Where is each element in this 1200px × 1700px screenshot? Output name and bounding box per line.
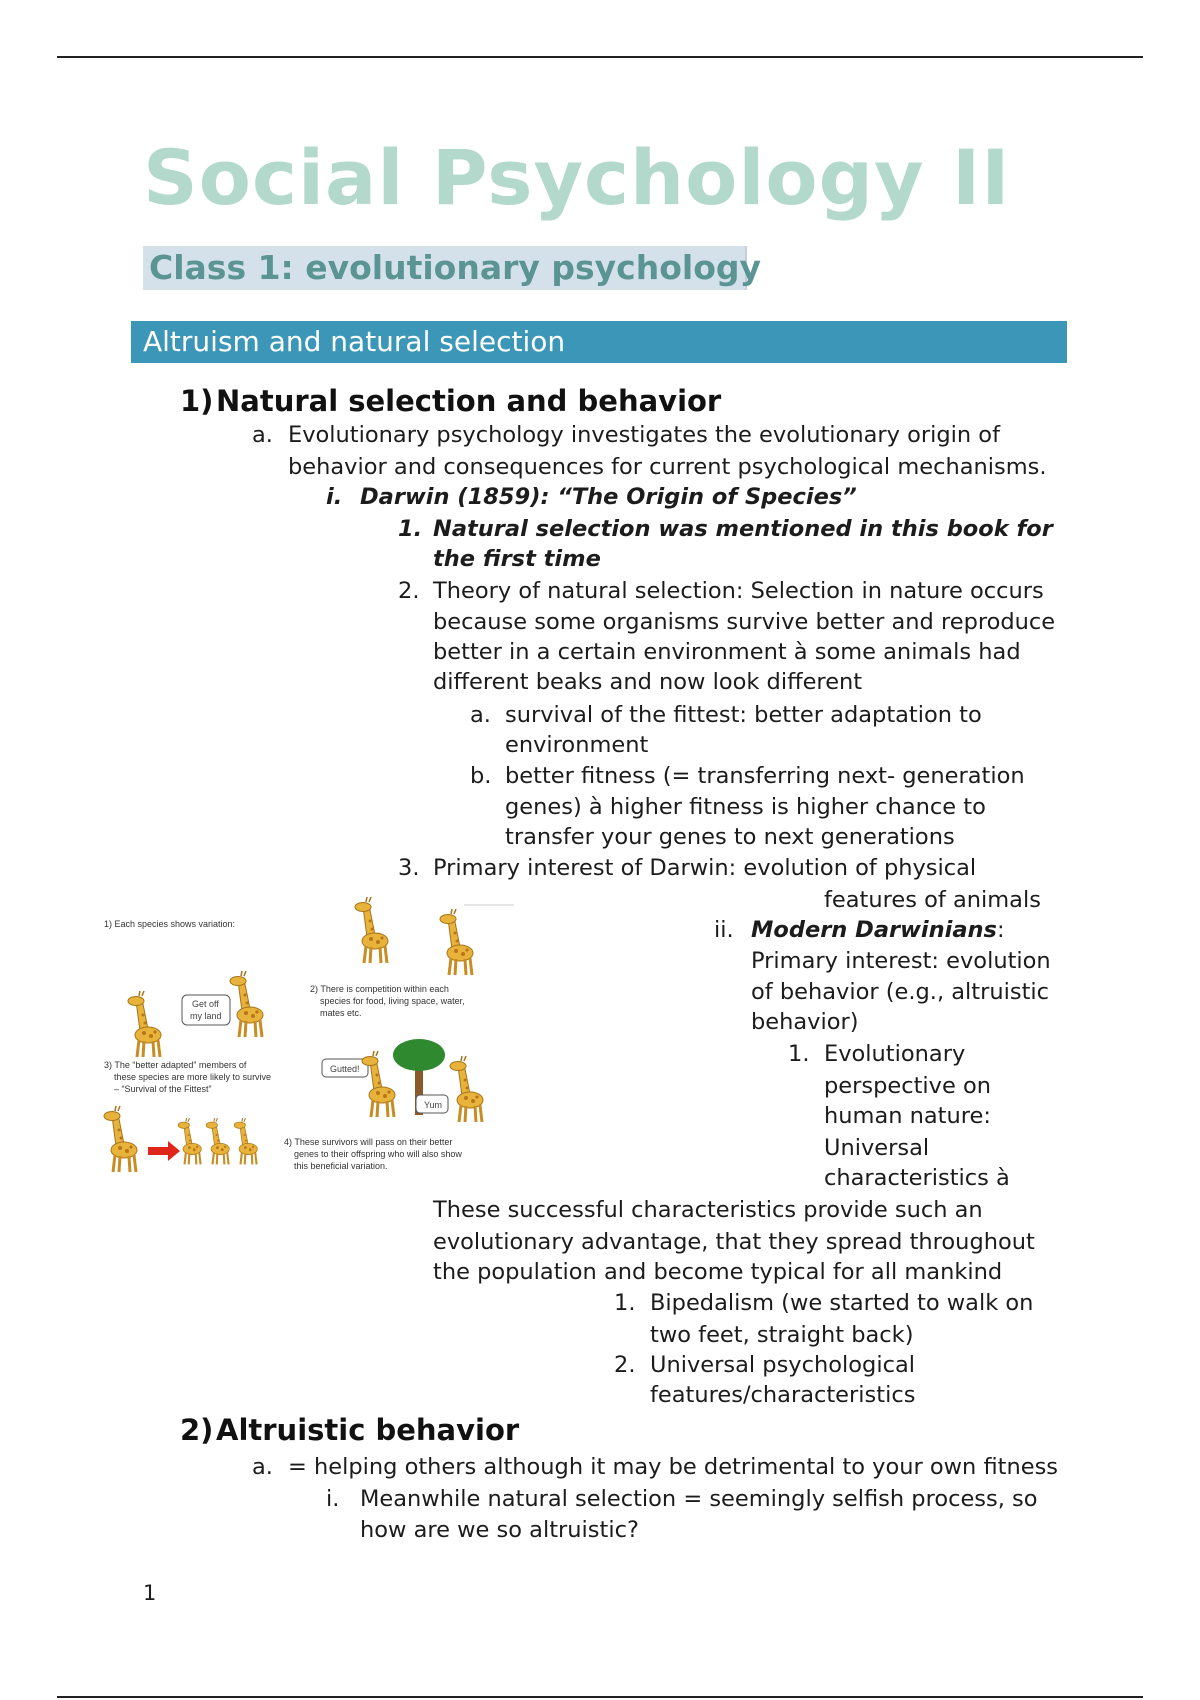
paragraph-line: human nature: bbox=[824, 1103, 991, 1129]
giraffe-icon bbox=[450, 1056, 483, 1122]
paragraph-line: Universal psychological bbox=[650, 1352, 915, 1378]
paragraph-line: These successful characteristics provide such an bbox=[433, 1197, 983, 1223]
list-label: 2. bbox=[398, 578, 420, 604]
bottom-rule bbox=[57, 1696, 1143, 1698]
list-label: 2. bbox=[614, 1352, 636, 1378]
list-label: b. bbox=[470, 763, 492, 789]
section-heading: Altruism and natural selection bbox=[131, 321, 1067, 363]
modern-darwinians-term: Modern Darwinians bbox=[751, 917, 997, 943]
paragraph-line: better in a certain environment à some animals had bbox=[433, 639, 1021, 665]
giraffe-icon bbox=[104, 1106, 137, 1172]
paragraph-line: perspective on bbox=[824, 1073, 992, 1099]
paragraph-line: Darwin (1859): “The Origin of Species” bbox=[360, 484, 857, 510]
step3-caption: 3) The “better adapted” members of bbox=[104, 1060, 247, 1070]
giraffe-icon bbox=[362, 1051, 395, 1117]
paragraph-line: how are we so altruistic? bbox=[360, 1517, 639, 1543]
document-title: Social Psychology II bbox=[143, 133, 1011, 222]
giraffe-icon bbox=[178, 1118, 201, 1164]
list-label: a. bbox=[470, 702, 491, 728]
giraffe-icon bbox=[234, 1118, 257, 1164]
paragraph-line: = helping others although it may be detrimental to your own fitness bbox=[288, 1454, 1059, 1480]
paragraph-line: survival of the fittest: better adaptation to bbox=[505, 702, 982, 728]
paragraph-line: Bipedalism (we started to walk on bbox=[650, 1290, 1034, 1316]
step3-caption: these species are more likely to survive bbox=[114, 1072, 272, 1082]
giraffe-icon bbox=[355, 897, 388, 963]
paragraph-line: the population and become typical for all mankind bbox=[433, 1259, 1003, 1285]
step1-caption: 1) Each species shows variation: bbox=[104, 919, 236, 929]
paragraph-line: Meanwhile natural selection = seemingly selfish process, so bbox=[360, 1486, 1038, 1512]
step4-caption: genes to their offspring who will also show bbox=[294, 1149, 462, 1159]
list-label: i. bbox=[326, 484, 343, 510]
speech-bubble-text: Gutted! bbox=[330, 1064, 360, 1074]
paragraph-line: Evolutionary bbox=[824, 1041, 966, 1067]
speech-bubble-text: my land bbox=[190, 1011, 222, 1021]
part1-number: 1) bbox=[180, 384, 214, 418]
paragraph-line: Natural selection was mentioned in this book for bbox=[433, 516, 1053, 542]
paragraph-line: of behavior (e.g., altruistic bbox=[751, 979, 1050, 1005]
list-label: a. bbox=[252, 422, 273, 448]
paragraph-line: different beaks and now look different bbox=[433, 669, 863, 695]
paragraph-line: Universal bbox=[824, 1135, 930, 1161]
paragraph-line: environment bbox=[505, 732, 649, 758]
paragraph-line: two feet, straight back) bbox=[650, 1322, 914, 1348]
tree-icon bbox=[393, 1039, 445, 1071]
list-label: 1. bbox=[398, 516, 423, 542]
giraffe-icon bbox=[440, 909, 473, 975]
natural-selection-illustration bbox=[94, 895, 524, 1195]
paragraph-line: features/characteristics bbox=[650, 1382, 916, 1408]
step4-caption: this beneficial variation. bbox=[294, 1161, 388, 1171]
paragraph-line: characteristics à bbox=[824, 1165, 1010, 1191]
list-label: a. bbox=[252, 1454, 273, 1480]
speech-bubble-text: Get off bbox=[192, 999, 219, 1009]
part2-number: 2) bbox=[180, 1413, 214, 1447]
paragraph-line: behavior and consequences for current psychological mechanisms. bbox=[288, 454, 1047, 480]
paragraph-line bbox=[751, 915, 1005, 945]
list-label: ii. bbox=[714, 917, 734, 943]
paragraph-line: Primary interest of Darwin: evolution of physical bbox=[433, 855, 977, 881]
colon-text: : bbox=[996, 917, 1005, 943]
document-subtitle: Class 1: evolutionary psychology bbox=[143, 246, 747, 290]
list-label: 3. bbox=[398, 855, 420, 881]
step2-caption: mates etc. bbox=[320, 1008, 362, 1018]
giraffe-icon bbox=[206, 1118, 229, 1164]
top-rule bbox=[57, 56, 1143, 58]
list-label: 1. bbox=[788, 1041, 810, 1067]
step2-caption: species for food, living space, water, bbox=[320, 996, 465, 1006]
paragraph-line: Theory of natural selection: Selection in nature occurs bbox=[433, 578, 1044, 604]
paragraph-line: Evolutionary psychology investigates the evolutionary origin of bbox=[288, 422, 1000, 448]
step4-caption: 4) These survivors will pass on their better bbox=[284, 1137, 453, 1147]
paragraph-line: because some organisms survive better and reproduce bbox=[433, 609, 1056, 635]
paragraph-line: evolutionary advantage, that they spread throughout bbox=[433, 1229, 1035, 1255]
paragraph-line: behavior) bbox=[751, 1009, 859, 1035]
part2-heading: Altruistic behavior bbox=[216, 1413, 520, 1447]
part1-heading: Natural selection and behavior bbox=[216, 384, 722, 418]
paragraph-line: the first time bbox=[433, 546, 601, 572]
step3-caption: – “Survival of the Fittest” bbox=[114, 1084, 212, 1094]
step2-caption: 2) There is competition within each bbox=[310, 984, 449, 994]
paragraph-line: genes) à higher fitness is higher chance to bbox=[505, 794, 986, 820]
speech-bubble-text: Yum bbox=[424, 1100, 443, 1110]
paragraph-line: Primary interest: evolution bbox=[751, 948, 1051, 974]
giraffe-icon bbox=[128, 991, 161, 1057]
giraffe-icon bbox=[230, 971, 263, 1037]
paragraph-line: transfer your genes to next generations bbox=[505, 824, 955, 850]
paragraph-line: features of animals bbox=[824, 887, 1041, 913]
paragraph-line: better fitness (= transferring next- generation bbox=[505, 763, 1025, 789]
list-label: i. bbox=[326, 1486, 340, 1512]
arrow-right-icon bbox=[148, 1141, 180, 1161]
list-label: 1. bbox=[614, 1290, 636, 1316]
page-number: 1 bbox=[143, 1581, 157, 1605]
